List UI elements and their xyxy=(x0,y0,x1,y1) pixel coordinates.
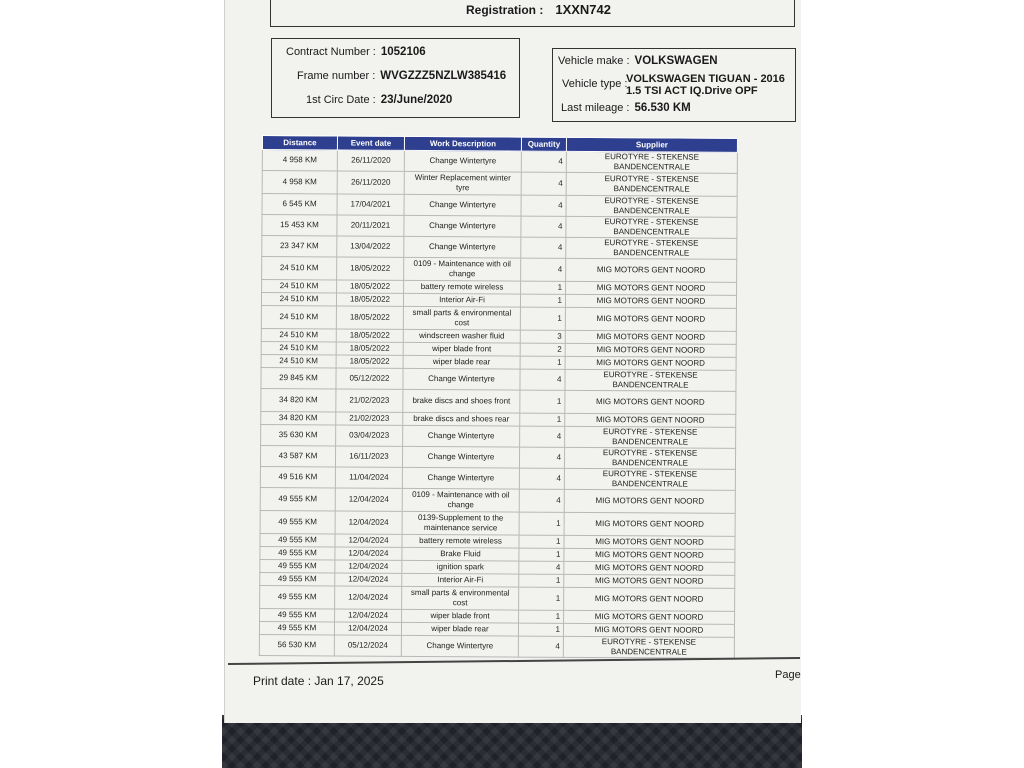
cell-work-description: Change Wintertyre xyxy=(403,425,520,447)
cell-distance: 24 510 KM xyxy=(261,354,336,367)
cell-distance: 49 516 KM xyxy=(260,466,335,487)
cell-work-description: wiper blade front xyxy=(402,609,519,623)
cell-distance: 49 555 KM xyxy=(260,608,335,621)
cell-work-description: 0139-Supplement to the maintenance service xyxy=(402,511,519,535)
vehicle-type-line1: VOLKSWAGEN TIGUAN - 2016 xyxy=(626,73,785,85)
cell-event-date: 20/11/2021 xyxy=(337,215,404,236)
table-row xyxy=(261,305,736,331)
cell-distance: 34 820 KM xyxy=(261,411,336,424)
cell-quantity: 1 xyxy=(520,294,565,307)
cell-supplier: MIG MOTORS GENT NOORD xyxy=(566,281,737,295)
cell-quantity: 1 xyxy=(518,623,563,636)
cell-quantity: 2 xyxy=(520,343,565,356)
first-circ-value: 23/June/2020 xyxy=(380,94,453,106)
cell-quantity: 4 xyxy=(521,151,566,172)
cell-work-description: wiper blade rear xyxy=(403,355,520,369)
cell-supplier: MIG MOTORS GENT NOORD xyxy=(563,623,734,637)
cell-quantity: 4 xyxy=(521,172,566,195)
cell-event-date: 12/04/2024 xyxy=(335,547,402,560)
cell-supplier: MIG MOTORS GENT NOORD xyxy=(565,307,736,331)
frame-number-row xyxy=(297,70,506,82)
cell-distance: 6 545 KM xyxy=(262,194,337,215)
contract-number-label: Contract Number : xyxy=(286,46,376,58)
vehicle-make-label: Vehicle make : xyxy=(558,55,630,67)
first-circ-label: 1st Circ Date : xyxy=(306,94,376,106)
cell-distance: 24 510 KM xyxy=(261,293,336,306)
table-row xyxy=(262,257,737,283)
table-row xyxy=(259,634,734,658)
cell-quantity: 4 xyxy=(520,369,565,390)
cell-work-description: battery remote wireless xyxy=(402,534,519,548)
table-row xyxy=(260,466,735,490)
header-work-description: Work Description xyxy=(404,136,521,151)
cell-work-description: brake discs and shoes rear xyxy=(403,412,520,426)
cell-supplier: MIG MOTORS GENT NOORD xyxy=(564,587,735,611)
cell-work-description: 0109 - Maintenance with oil change xyxy=(402,488,519,512)
cell-supplier: MIG MOTORS GENT NOORD xyxy=(564,574,735,588)
cell-event-date: 12/04/2024 xyxy=(335,573,402,586)
last-mileage-label: Last mileage : xyxy=(561,102,630,114)
cell-distance: 43 587 KM xyxy=(260,445,335,466)
cell-supplier: EUROTYRE - STEKENSE BANDENCENTRALE xyxy=(564,447,735,469)
frame-number-label: Frame number : xyxy=(297,70,376,82)
cell-distance: 49 555 KM xyxy=(260,487,335,510)
cell-event-date: 12/04/2024 xyxy=(335,609,402,622)
table-body xyxy=(259,150,737,659)
cell-work-description: battery remote wireless xyxy=(404,280,521,294)
cell-event-date: 18/05/2022 xyxy=(336,355,403,368)
cell-distance: 49 555 KM xyxy=(260,572,335,585)
cell-quantity: 4 xyxy=(521,216,566,237)
cell-work-description: Change Wintertyre xyxy=(404,194,521,216)
cell-work-description: Winter Replacement winter tyre xyxy=(404,171,521,195)
cell-supplier: MIG MOTORS GENT NOORD xyxy=(564,548,735,562)
cell-work-description: 0109 - Maintenance with oil change xyxy=(404,257,521,281)
cell-work-description: small parts & environmental cost xyxy=(403,306,520,330)
first-circ-row xyxy=(306,94,452,106)
vehicle-make-value: VOLKSWAGEN xyxy=(634,55,718,67)
frame-number-value: WVGZZZ5NZLW385416 xyxy=(380,70,507,82)
cell-distance: 49 555 KM xyxy=(260,585,335,608)
cell-supplier: MIG MOTORS GENT NOORD xyxy=(564,561,735,575)
table-row xyxy=(262,171,737,197)
cell-distance: 29 845 KM xyxy=(261,367,336,388)
service-history-table xyxy=(259,135,738,659)
cell-quantity: 4 xyxy=(518,636,563,657)
cell-work-description: Interior Air-Fi xyxy=(402,573,519,587)
cell-distance: 24 510 KM xyxy=(261,305,336,328)
cell-quantity: 4 xyxy=(519,489,564,512)
registration xyxy=(466,2,611,17)
cell-distance: 49 555 KM xyxy=(259,621,334,634)
cell-work-description: brake discs and shoes front xyxy=(403,389,520,413)
cell-event-date: 18/05/2022 xyxy=(336,329,403,342)
table-row xyxy=(261,388,736,414)
cell-event-date: 17/04/2021 xyxy=(337,194,404,215)
cell-quantity: 1 xyxy=(520,413,565,426)
cell-event-date: 12/04/2024 xyxy=(335,534,402,547)
cell-work-description: Interior Air-Fi xyxy=(403,293,520,307)
cell-event-date: 18/05/2022 xyxy=(336,293,403,306)
cell-quantity: 4 xyxy=(521,258,566,281)
cell-supplier: MIG MOTORS GENT NOORD xyxy=(564,610,735,624)
cell-supplier: MIG MOTORS GENT NOORD xyxy=(564,535,735,549)
cell-quantity: 3 xyxy=(520,330,565,343)
cell-distance: 49 555 KM xyxy=(260,533,335,546)
cell-event-date: 18/05/2022 xyxy=(336,342,403,355)
cell-supplier: EUROTYRE - STEKENSE BANDENCENTRALE xyxy=(566,216,737,238)
cell-quantity: 4 xyxy=(519,447,564,468)
cell-supplier: MIG MOTORS GENT NOORD xyxy=(565,356,736,370)
cell-supplier: MIG MOTORS GENT NOORD xyxy=(565,390,736,414)
cell-event-date: 16/11/2023 xyxy=(335,446,402,467)
cell-distance: 56 530 KM xyxy=(259,634,334,655)
cell-event-date: 12/04/2024 xyxy=(335,560,402,573)
cell-event-date: 03/04/2023 xyxy=(336,425,403,446)
cell-quantity: 4 xyxy=(519,561,564,574)
table-row xyxy=(260,445,735,469)
page-label: Page xyxy=(775,669,801,681)
cell-work-description: Change Wintertyre xyxy=(404,215,521,237)
cell-distance: 49 555 KM xyxy=(260,510,335,533)
registration-value: 1XXN742 xyxy=(555,2,611,17)
cell-quantity: 1 xyxy=(519,587,564,610)
cell-work-description: windscreen washer fluid xyxy=(403,329,520,343)
vehicle-make-row xyxy=(558,55,718,67)
cell-event-date: 05/12/2024 xyxy=(334,635,401,656)
cell-quantity: 1 xyxy=(519,548,564,561)
cell-event-date: 13/04/2022 xyxy=(337,236,404,257)
print-date xyxy=(253,674,384,688)
cell-supplier: MIG MOTORS GENT NOORD xyxy=(565,343,736,357)
cell-supplier: EUROTYRE - STEKENSE BANDENCENTRALE xyxy=(566,237,737,259)
header-event-date: Event date xyxy=(337,136,404,150)
cell-distance: 24 510 KM xyxy=(262,280,337,293)
table-row xyxy=(261,367,736,391)
contract-number-value: 1052106 xyxy=(380,46,426,58)
cell-event-date: 12/04/2024 xyxy=(335,511,402,534)
table-row xyxy=(260,585,735,611)
cell-distance: 4 958 KM xyxy=(262,171,337,194)
cell-work-description: wiper blade rear xyxy=(401,622,518,636)
cell-supplier: MIG MOTORS GENT NOORD xyxy=(565,294,736,308)
contract-number-row xyxy=(286,46,426,58)
cell-distance: 49 555 KM xyxy=(260,546,335,559)
cell-event-date: 26/11/2020 xyxy=(337,150,404,171)
cell-supplier: MIG MOTORS GENT NOORD xyxy=(564,512,735,536)
cell-distance: 49 555 KM xyxy=(260,559,335,572)
table-row xyxy=(262,150,737,174)
last-mileage-row xyxy=(561,102,691,114)
cell-quantity: 1 xyxy=(520,390,565,413)
cell-distance: 23 347 KM xyxy=(262,236,337,257)
cell-supplier: EUROTYRE - STEKENSE BANDENCENTRALE xyxy=(565,426,736,448)
cell-work-description: Change Wintertyre xyxy=(403,368,520,390)
table-row xyxy=(261,424,736,448)
table-row xyxy=(262,215,737,239)
cell-event-date: 21/02/2023 xyxy=(336,389,403,412)
cell-work-description: Change Wintertyre xyxy=(404,150,521,172)
print-date-value: Jan 17, 2025 xyxy=(314,674,384,688)
table-row xyxy=(260,487,735,513)
cell-event-date: 12/04/2024 xyxy=(335,586,402,609)
cell-quantity: 1 xyxy=(519,512,564,535)
registration-label: Registration : xyxy=(466,3,544,17)
cell-supplier: MIG MOTORS GENT NOORD xyxy=(565,413,736,427)
cell-supplier: MIG MOTORS GENT NOORD xyxy=(565,330,736,344)
cell-work-description: Change Wintertyre xyxy=(401,635,518,657)
cell-quantity: 4 xyxy=(521,237,566,258)
cell-supplier: EUROTYRE - STEKENSE BANDENCENTRALE xyxy=(565,369,736,391)
cell-work-description: Brake Fluid xyxy=(402,547,519,561)
cell-event-date: 12/04/2024 xyxy=(335,488,402,511)
cell-quantity: 1 xyxy=(520,307,565,330)
cell-quantity: 4 xyxy=(520,426,565,447)
cell-quantity: 1 xyxy=(519,574,564,587)
vehicle-type-line2: 1.5 TSI ACT IQ.Drive OPF xyxy=(626,85,758,97)
cell-quantity: 1 xyxy=(519,535,564,548)
cell-distance: 24 510 KM xyxy=(261,328,336,341)
cell-quantity: 4 xyxy=(521,195,566,216)
cell-distance: 4 958 KM xyxy=(262,150,337,171)
cell-event-date: 18/05/2022 xyxy=(336,306,403,329)
print-date-label: Print date : xyxy=(253,674,312,688)
cell-event-date: 12/04/2024 xyxy=(334,622,401,635)
cell-work-description: ignition spark xyxy=(402,560,519,574)
cell-work-description: Change Wintertyre xyxy=(402,446,519,468)
cell-work-description: small parts & environmental cost xyxy=(402,586,519,610)
header-distance: Distance xyxy=(262,136,337,150)
table-row xyxy=(262,236,737,260)
cell-event-date: 11/04/2024 xyxy=(335,467,402,488)
cell-event-date: 26/11/2020 xyxy=(337,171,404,194)
cell-supplier: EUROTYRE - STEKENSE BANDENCENTRALE xyxy=(566,151,737,173)
cell-quantity: 4 xyxy=(519,468,564,489)
header-quantity: Quantity xyxy=(521,137,566,151)
cell-distance: 24 510 KM xyxy=(262,257,337,280)
cell-supplier: MIG MOTORS GENT NOORD xyxy=(564,489,735,513)
header-supplier: Supplier xyxy=(566,137,737,152)
cell-event-date: 21/02/2023 xyxy=(336,412,403,425)
cell-quantity: 1 xyxy=(521,281,566,294)
cell-distance: 35 630 KM xyxy=(261,424,336,445)
last-mileage-value: 56.530 KM xyxy=(634,102,691,114)
cell-event-date: 05/12/2022 xyxy=(336,368,403,389)
table-row xyxy=(262,194,737,218)
cell-supplier: EUROTYRE - STEKENSE BANDENCENTRALE xyxy=(566,172,737,196)
vehicle-type-label: Vehicle type : xyxy=(562,78,628,90)
cell-event-date: 18/05/2022 xyxy=(337,257,404,280)
vehicle-type-value xyxy=(626,73,785,97)
cell-distance: 15 453 KM xyxy=(262,215,337,236)
cell-quantity: 1 xyxy=(520,356,565,369)
table-row xyxy=(260,510,735,536)
cell-supplier: EUROTYRE - STEKENSE BANDENCENTRALE xyxy=(566,195,737,217)
cell-work-description: wiper blade front xyxy=(403,342,520,356)
cell-event-date: 18/05/2022 xyxy=(337,280,404,293)
cell-distance: 24 510 KM xyxy=(261,341,336,354)
cell-work-description: Change Wintertyre xyxy=(402,467,519,489)
cell-supplier: EUROTYRE - STEKENSE BANDENCENTRALE xyxy=(564,468,735,490)
cell-supplier: EUROTYRE - STEKENSE BANDENCENTRALE xyxy=(563,636,734,658)
cell-supplier: MIG MOTORS GENT NOORD xyxy=(566,258,737,282)
cell-distance: 34 820 KM xyxy=(261,388,336,411)
cell-work-description: Change Wintertyre xyxy=(404,236,521,258)
cell-quantity: 1 xyxy=(519,610,564,623)
